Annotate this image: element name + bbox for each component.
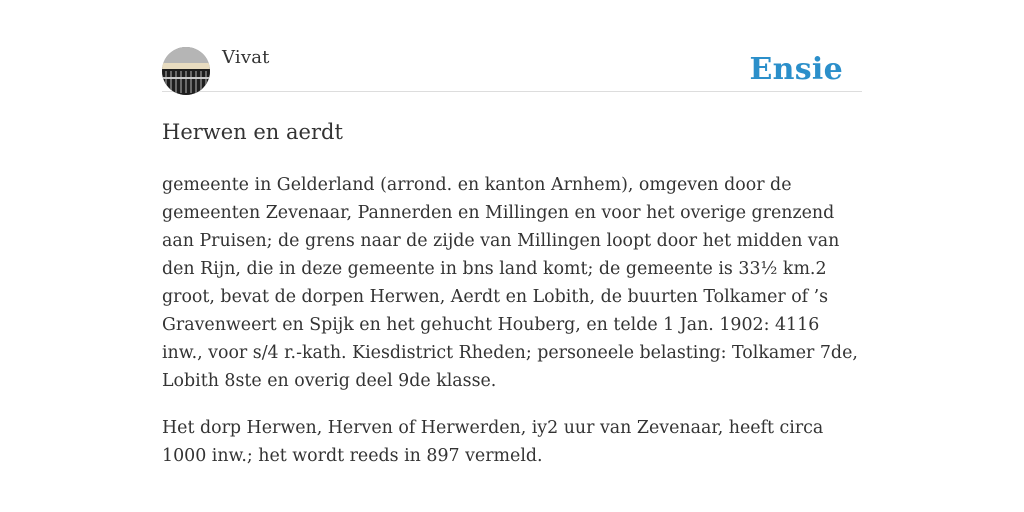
entry-card: [162, 46, 862, 470]
entry-paragraph: Het dorp Herwen, Herven of Herwerden, iy2 uur van Zevenaar, heeft circa 1000 inw.; het wordt reeds in 897 vermeld.: [162, 418, 824, 466]
avatar[interactable]: [162, 47, 210, 95]
brand-logo[interactable]: Ensie: [749, 52, 843, 87]
entry-header: [162, 46, 862, 92]
typewriter-avatar-icon: [162, 47, 210, 95]
entry-paragraph: gemeente in Gelderland (arrond. en kanton Arnhem), omgeven door de gemeenten Zevenaar, Pannerden en Millingen en voor het overige grenzend aan Pruisen; de grens naar de zijde van Millingen loopt door het midden van den Rijn, die in deze gemeente in bns land komt; de gemeente is 33½ km.2 groot, bevat de dorpen Herwen, Aerdt en Lobith, de buurten Tolkamer of ’s Gravenweert en Spijk en het gehucht Houberg, en telde 1 Jan. 1902: 4116 inw., voor s/4 r.-kath. Kiesdistrict Rheden; personeele belasting: Tolkamer 7de, Lobith 8ste en overig deel 9de klasse.: [162, 175, 858, 391]
author-name[interactable]: Vivat: [222, 47, 270, 68]
entry-title: Herwen en aerdt: [162, 120, 343, 144]
